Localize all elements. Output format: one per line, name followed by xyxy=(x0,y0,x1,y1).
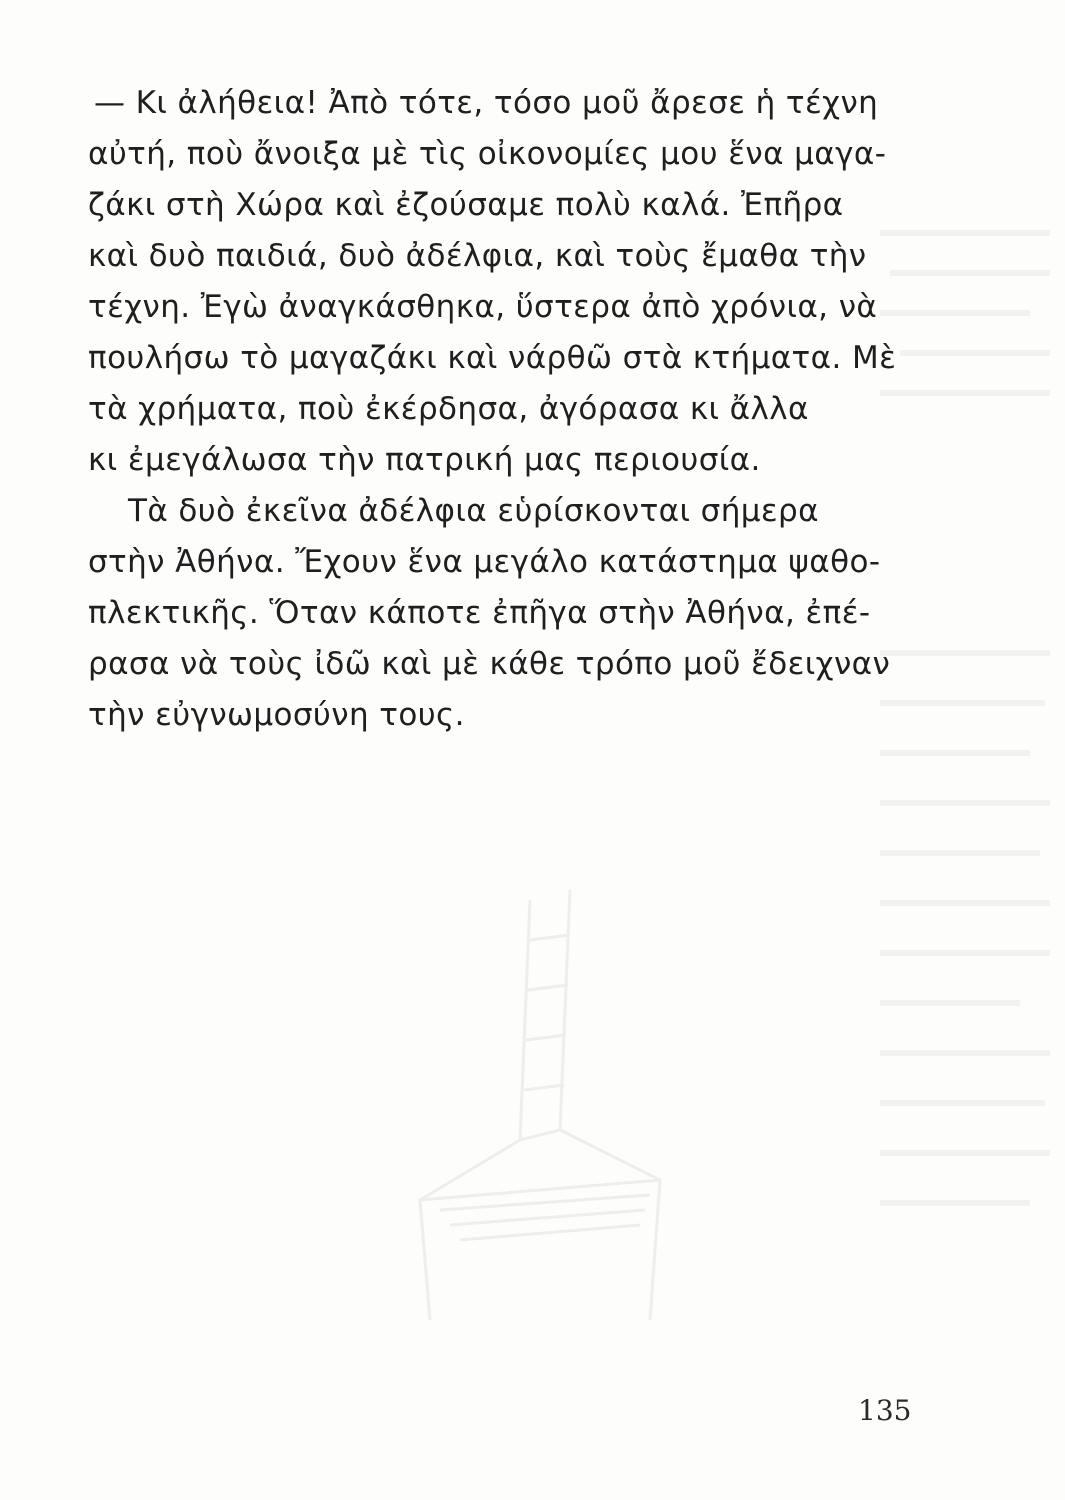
text-line: ρασα νὰ τοὺς ἰδῶ καὶ μὲ κάθε τρόπο μοῦ ἔδειχναν xyxy=(88,646,891,682)
paragraph-2 xyxy=(88,486,891,741)
text-line: τὰ χρήματα, ποὺ ἐκέρδησα, ἀγόρασα κι ἄλλα xyxy=(88,391,809,427)
text-line: ζάκι στὴ Χώρα καὶ ἐζούσαμε πολὺ καλά. Ἐπῆρα xyxy=(88,187,844,223)
text-line: πουλήσω τὸ μαγαζάκι καὶ νάρθῶ στὰ κτήματα. Μὲ xyxy=(88,340,897,376)
text-line: στὴν Ἀθήνα. Ἔχουν ἕνα μεγάλο κατάστημα ψαθο- xyxy=(88,544,881,580)
chair-illustration-bleed xyxy=(380,880,710,1340)
text-line: τὴν εὐγνωμοσύνη τους. xyxy=(88,697,465,733)
bleed-through-text xyxy=(880,230,1060,1280)
paragraph-1 xyxy=(88,78,897,486)
text-line: Τὰ δυὸ ἐκεῖνα ἀδέλφια εὑρίσκονται σήμερα xyxy=(128,493,819,529)
text-line: αὐτή, ποὺ ἄνοιξα μὲ τὶς οἰκονομίες μου ἕνα μαγα- xyxy=(88,136,887,172)
text-line: πλεκτικῆς. Ὅταν κάποτε ἐπῆγα στὴν Ἀθήνα, ἐπέ- xyxy=(88,595,871,631)
text-line: καὶ δυὸ παιδιά, δυὸ ἀδέλφια, καὶ τοὺς ἔμαθα τὴν xyxy=(88,238,867,274)
page-number: 135 xyxy=(858,1394,912,1427)
text-line: τέχνη. Ἐγὼ ἀναγκάσθηκα, ὕστερα ἀπὸ χρόνια, νὰ xyxy=(88,289,878,325)
text-line: — Κι ἀλήθεια! Ἀπὸ τότε, τόσο μοῦ ἄρεσε ἡ τέχνη xyxy=(94,85,879,121)
text-line: κι ἐμεγάλωσα τὴν πατρική μας περιουσία. xyxy=(88,442,761,478)
body-text xyxy=(88,78,897,741)
